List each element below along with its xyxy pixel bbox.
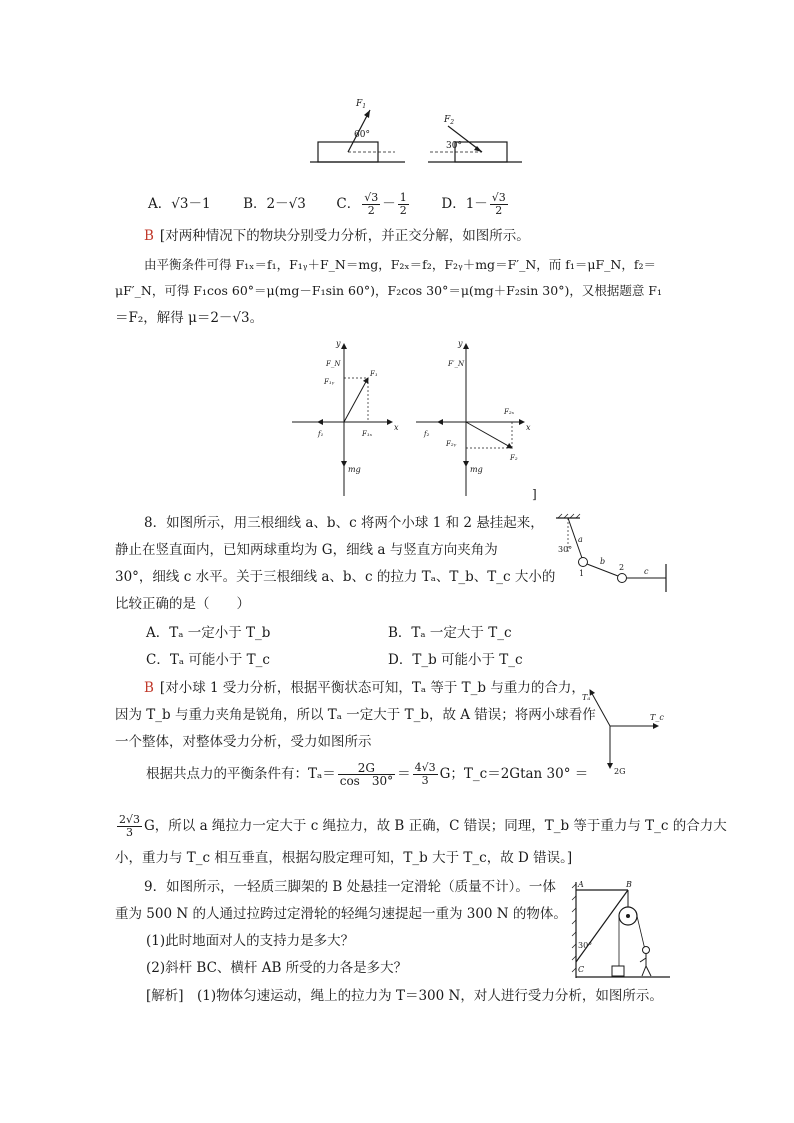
q8-option-d: D．T_b 可能小于 T_c bbox=[388, 652, 523, 668]
q8-answer-line2: 因为 T_b 与重力夹角是锐角，所以 Tₐ 一定大于 T_b，故 A 错误；将两小球看作 bbox=[115, 707, 596, 723]
q7-opt-b: B．2－√3 bbox=[243, 196, 306, 212]
q8-stem-3: 30°，细线 c 水平。关于三根细线 a、b、c 的拉力 Tₐ、T_b、T_c 大小的 bbox=[115, 569, 556, 585]
q7-ax1-F1: F₁ bbox=[370, 370, 378, 378]
q8-fig-angle: 30° bbox=[558, 545, 573, 554]
q7-ax1-x: x bbox=[394, 423, 399, 432]
q7-opt-c: C． $\frac{√3}{2}$ － $\frac{1}{2}$ bbox=[336, 191, 407, 217]
q7-f2-label: $F_2$ bbox=[444, 115, 455, 126]
q8-fig-ball1: 1 bbox=[579, 569, 585, 578]
q7-ax2-f2: f₂ bbox=[424, 430, 430, 438]
q7-angle2: 30° bbox=[446, 141, 462, 151]
q8-stem-1: 8．如图所示，用三根细线 a、b、c 将两个小球 1 和 2 悬挂起来， bbox=[144, 515, 544, 531]
q7-ax2-f2y: F₂ᵧ bbox=[446, 440, 457, 448]
q7-ax1-mg: mg bbox=[348, 465, 361, 474]
q8-fig-ball2: 2 bbox=[619, 563, 625, 572]
q7-ax2-mg: mg bbox=[470, 465, 483, 474]
q8-fig-b: b bbox=[600, 557, 606, 566]
q7-ax1-fn: F_N bbox=[326, 360, 341, 368]
q8-answer-line4: 根据共点力的平衡条件有：Tₐ＝ $\frac{2G}{\cos 30^\circ}$ ＝ $\frac{4√3}{3}$ G；T_c＝2Gtan 30° ＝ bbox=[146, 761, 589, 788]
q7-ax1-y: y bbox=[336, 339, 341, 348]
q8-option-a: A．Tₐ 一定小于 T_b bbox=[146, 625, 271, 641]
q7-ax1-f1: f₁ bbox=[318, 430, 324, 438]
q9-analysis: [解析] (1)物体匀速运动，绳上的拉力为 T＝300 N，对人进行受力分析，如图所示。 bbox=[146, 988, 663, 1004]
q8-answer-letter: B bbox=[144, 680, 154, 696]
q7-answer-line4: ＝F₂，解得 μ＝2－√3。 bbox=[115, 310, 264, 326]
q7-answer-letter: B bbox=[144, 228, 154, 244]
q7-options bbox=[148, 192, 510, 217]
q8-answer-line5: $\frac{2√3}{3}$ G，所以 a 绳拉力一定大于 c 绳拉力，故 B 正确，C 错误；同理，T_b 等于重力与 T_c 的合力大 bbox=[119, 813, 727, 839]
q8-answer-line6: 小，重力与 T_c 相互垂直，根据勾股定理可知，T_b 大于 T_c，故 D 错误。] bbox=[115, 850, 573, 866]
q7-ax1-f1x: F₁ₓ bbox=[362, 430, 373, 438]
q8-stem-4: 比较正确的是（ ） bbox=[115, 596, 250, 612]
q7-opt-a: A．√3－1 bbox=[148, 196, 211, 212]
q9-fig-B: B bbox=[626, 880, 632, 889]
q7-answer-line3: μF′_N，可得 F₁cos 60°＝μ(mg－F₁sin 60°)，F₂cos 30°＝μ(mg＋F₂sin 30°)，又根据题意 F₁ bbox=[115, 283, 662, 298]
q9-fig-A: A bbox=[578, 880, 584, 889]
q7-answer-line2: 由平衡条件可得 F₁ₓ＝f₁，F₁ᵧ＋F_N＝mg，F₂ₓ＝f₂，F₂ᵧ＋mg＝F′_N，而 f₁＝μF_N，f₂＝ bbox=[144, 257, 656, 272]
q8-fig2-tc: T_c bbox=[650, 713, 664, 722]
q9-fig-angle: 30° bbox=[578, 941, 593, 950]
q8-answer-line1: B [对小球 1 受力分析，根据平衡状态可知，Tₐ 等于 T_b 与重力的合力， bbox=[144, 680, 585, 696]
q9-stem-1: 9．如图所示，一轻质三脚架的 B 处悬挂一定滑轮（质量不计）。一体 bbox=[144, 879, 556, 895]
q9-stem-2: 重为 500 N 的人通过拉跨过定滑轮的轻绳匀速提起一重为 300 N 的物体。 bbox=[115, 906, 567, 922]
q8-option-c: C．Tₐ 可能小于 T_c bbox=[146, 652, 270, 668]
q7-block-figure bbox=[310, 92, 525, 170]
q8-fig2-g: 2G bbox=[614, 767, 626, 776]
q7-ax2-f2x: F₂ₓ bbox=[504, 408, 515, 416]
q8-option-b: B．Tₐ 一定大于 T_c bbox=[388, 625, 512, 641]
q8-fig-a: a bbox=[578, 535, 583, 544]
q7-angle1: 60° bbox=[354, 130, 370, 140]
q9-fig-C: C bbox=[578, 965, 585, 974]
q7-ax2-x: x bbox=[526, 423, 531, 432]
q8-balls-figure bbox=[552, 512, 672, 596]
q7-f1-label: $F_1$ bbox=[356, 99, 367, 110]
q7-ax2-y: y bbox=[458, 339, 463, 348]
q8-fig2-ta: Tₐ bbox=[582, 693, 591, 702]
q7-ax2-fn: F′_N bbox=[448, 360, 465, 368]
q7-force-diagram bbox=[288, 336, 548, 504]
q7-opt-d: D．1－ $\frac{√3}{2}$ bbox=[441, 191, 506, 217]
q8-stem-2: 静止在竖直面内，已知两球重均为 G，细线 a 与竖直方向夹角为 bbox=[115, 542, 498, 558]
q7-close-bracket: ] bbox=[532, 487, 537, 501]
q7-ax2-F2: F₂ bbox=[510, 454, 518, 462]
q9-question-1: (1)此时地面对人的支持力是多大？ bbox=[146, 933, 355, 949]
q8-answer-line3: 一个整体，对整体受力分析，受力如图所示 bbox=[115, 734, 372, 750]
q9-question-2: (2)斜杆 BC、横杆 AB 所受的力各是多大？ bbox=[146, 960, 408, 976]
q8-force-figure bbox=[578, 684, 668, 778]
q7-answer-line1: B [对两种情况下的物块分别受力分析，并正交分解，如图所示。 bbox=[144, 228, 530, 244]
q9-tripod-figure bbox=[566, 878, 672, 982]
q8-fig-c: c bbox=[644, 567, 649, 576]
q7-ax1-f1y: F₁ᵧ bbox=[324, 378, 335, 386]
